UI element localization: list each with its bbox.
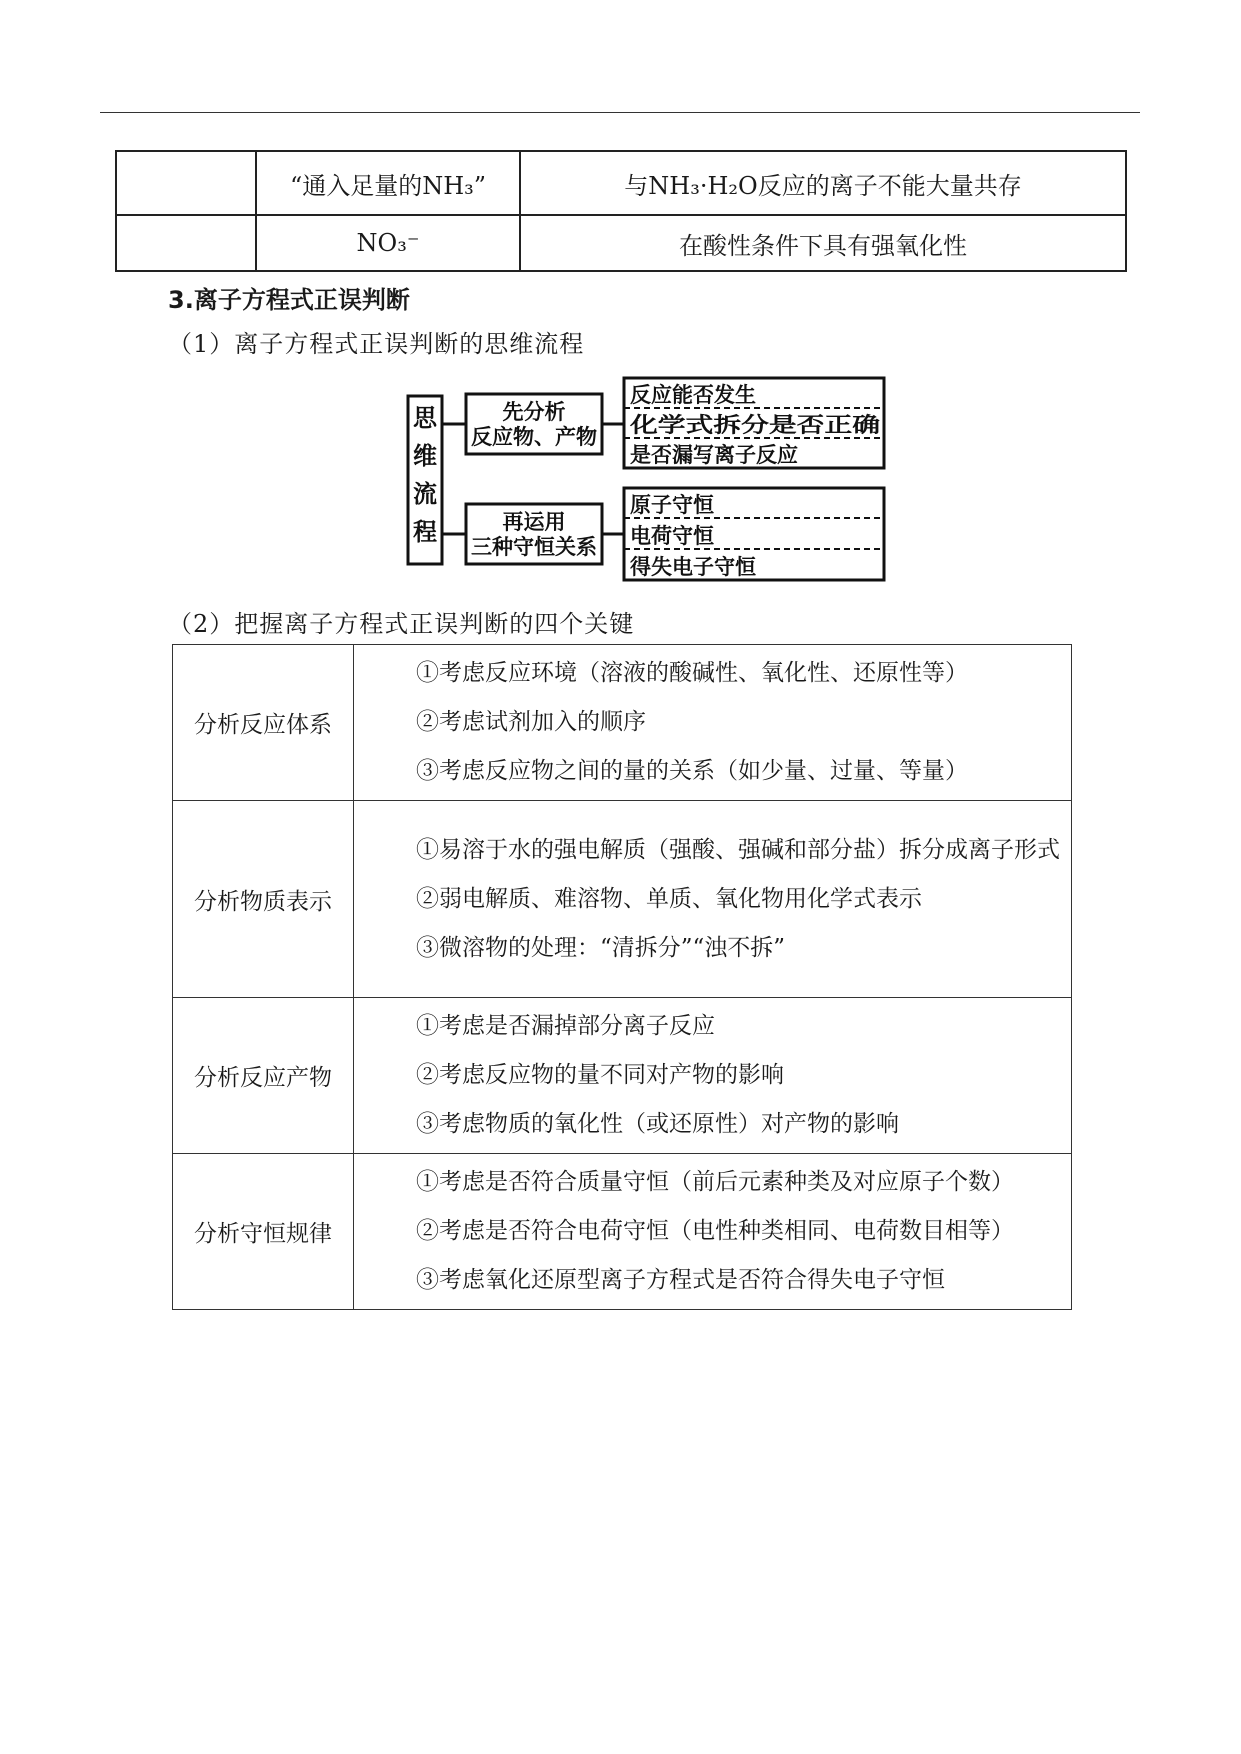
list-item: ①考虑是否符合质量守恒（前后元素种类及对应原子个数）	[416, 1169, 1014, 1195]
table-cell: NO₃⁻	[256, 215, 520, 271]
diagram-branch-subtitle: 三种守恒关系	[471, 534, 597, 559]
diagram-branch-subtitle: 反应物、产物	[471, 424, 597, 449]
table-cell	[116, 215, 256, 271]
subheading-thinking-flow: （1）离子方程式正误判断的思维流程	[168, 330, 585, 358]
table-row	[173, 998, 1072, 1154]
diagram-branch-title: 再运用	[502, 509, 566, 534]
diagram-root-char: 思	[413, 403, 437, 432]
list-item: ①易溶于水的强电解质（强酸、强碱和部分盐）拆分成离子形式	[416, 836, 1060, 863]
table-row	[173, 801, 1072, 998]
table-row	[173, 1154, 1072, 1310]
header-rule	[100, 112, 1140, 113]
list-item: ②考虑试剂加入的顺序	[416, 709, 646, 735]
ion-coexistence-table	[115, 150, 1127, 272]
table-row	[173, 645, 1072, 801]
diagram-item: 化学式拆分是否正确	[628, 412, 880, 437]
diagram-root-char: 维	[413, 441, 437, 470]
category-cell: 分析守恒规律	[173, 1154, 354, 1310]
diagram-item: 得失电子守恒	[630, 554, 756, 579]
thinking-flow-diagram	[406, 376, 888, 582]
table-row	[116, 151, 1126, 215]
list-item: ③考虑氧化还原型离子方程式是否符合得失电子守恒	[416, 1267, 945, 1293]
diagram-item: 原子守恒	[630, 492, 714, 517]
table-cell: “通入足量的NH₃”	[256, 151, 520, 215]
category-cell: 分析物质表示	[173, 801, 354, 998]
list-item: ①考虑是否漏掉部分离子反应	[416, 1013, 715, 1039]
subheading-four-keys: （2）把握离子方程式正误判断的四个关键	[168, 610, 635, 638]
diagram-item: 是否漏写离子反应	[630, 442, 798, 467]
diagram-root-char: 流	[413, 479, 437, 508]
list-item: ③考虑反应物之间的量的关系（如少量、过量、等量）	[416, 758, 968, 784]
list-item: ②考虑是否符合电荷守恒（电性种类相同、电荷数目相等）	[416, 1218, 1014, 1244]
table-cell: 在酸性条件下具有强氧化性	[520, 215, 1126, 271]
diagram-root-char: 程	[413, 517, 437, 546]
diagram-branch-title: 先分析	[502, 399, 566, 424]
diagram-item: 电荷守恒	[630, 523, 714, 548]
category-cell: 分析反应体系	[173, 645, 354, 801]
list-item: ②弱电解质、难溶物、单质、氧化物用化学式表示	[416, 885, 922, 912]
diagram-item: 反应能否发生	[630, 382, 756, 407]
four-keys-table	[172, 644, 1072, 1310]
category-cell: 分析反应产物	[173, 998, 354, 1154]
items-cell	[354, 645, 1072, 801]
table-cell: 与NH₃·H₂O反应的离子不能大量共存	[520, 151, 1126, 215]
items-cell	[354, 1154, 1072, 1310]
table-row	[116, 215, 1126, 271]
section-heading: 3.离子方程式正误判断	[168, 286, 410, 314]
items-cell	[354, 801, 1072, 998]
list-item: ①考虑反应环境（溶液的酸碱性、氧化性、还原性等）	[416, 660, 968, 686]
list-item: ③微溶物的处理：“清拆分”“浊不拆”	[416, 934, 786, 961]
items-cell	[354, 998, 1072, 1154]
table-cell	[116, 151, 256, 215]
list-item: ③考虑物质的氧化性（或还原性）对产物的影响	[416, 1111, 899, 1137]
list-item: ②考虑反应物的量不同对产物的影响	[416, 1062, 784, 1088]
